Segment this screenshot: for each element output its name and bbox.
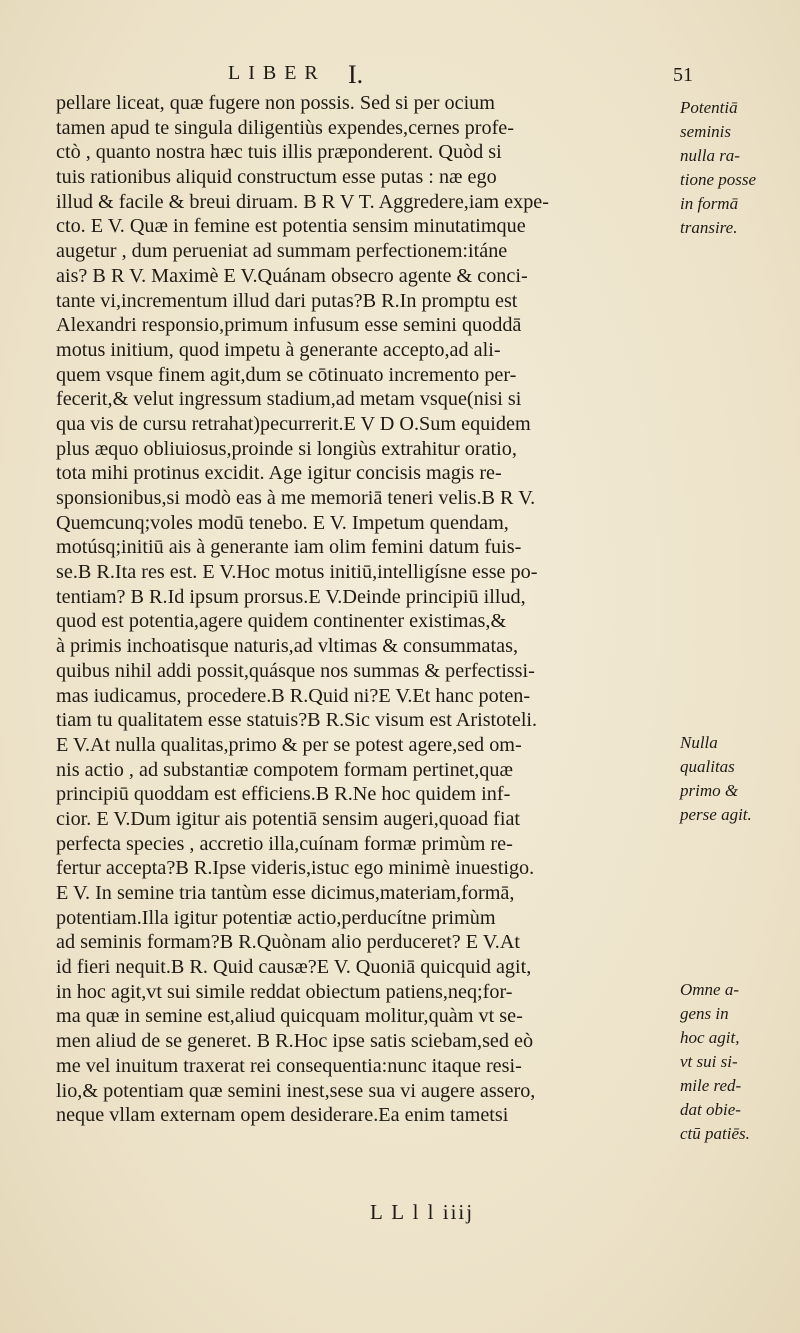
text-line: pellare liceat, quæ fugere non possis. Sed si per ocium: [56, 92, 495, 114]
text-line: tuis rationibus aliquid constructum esse putas : næ ego: [56, 166, 497, 189]
text-line: me vel inuitum traxerat rei consequentia:nunc itaque resi-: [56, 1054, 522, 1077]
text-line: motúsq;initiū ais à generante iam olim femini datum fuis-: [56, 536, 522, 559]
margin-note: ctū patiēs.: [680, 1124, 750, 1143]
margin-note: mile red-: [680, 1076, 742, 1095]
text-line: fertur accepta?B R.Ipse videris,istuc ego minimè inuestigo.: [56, 857, 535, 880]
margin-note: primo &: [680, 781, 739, 800]
text-line: tota mihi protinus excidit. Age igitur concisis magis re-: [56, 462, 502, 485]
text-line: augetur , dum perueniat ad summam perfectionem:itáne: [56, 240, 508, 263]
text-line: ad seminis formam?B R.Quònam alio perduceret? E V.At: [56, 931, 521, 954]
text-line: E V. In semine tria tantùm esse dicimus,materiam,formā,: [56, 882, 515, 904]
text-line: tamen apud te singula diligentiùs expendes,cernes profe-: [56, 116, 514, 139]
margin-note: qualitas: [680, 757, 735, 776]
margin-note: hoc agit,: [680, 1028, 740, 1047]
text-line: principiū quoddam est efficiens.B R.Ne hoc quidem inf-: [56, 783, 511, 806]
text-line: cto. E V. Quæ in femine est potentia sensim minutatimque: [56, 215, 526, 238]
margin-note: nulla ra-: [680, 146, 740, 165]
text-line: ctò , quanto nostra hæc tuis illis præponderent. Quòd si: [56, 141, 502, 164]
text-line: mas iudicamus, procedere.B R.Quid ni?E V.Et hanc poten-: [56, 684, 531, 707]
text-line: in hoc agit,vt sui simile reddat obiectum patiens,neq;for-: [56, 980, 513, 1003]
text-line: à primis inchoatisque naturis,ad vltimas & consummatas,: [56, 635, 518, 658]
margin-note: perse agit.: [680, 805, 752, 824]
text-line: lio,& potentiam quæ semini inest,sese sua vi augere assero,: [56, 1079, 536, 1102]
text-line: Quemcunq;voles modū tenebo. E V. Impetum quendam,: [56, 511, 509, 534]
text-line: potentiam.Illa igitur potentiæ actio,perducítne primùm: [56, 906, 496, 929]
text-line: perfecta species , accretio illa,cuínam formæ primùm re-: [56, 832, 513, 855]
margin-note: transire.: [680, 218, 738, 237]
margin-note: Nulla: [680, 733, 718, 752]
margin-note: gens in: [680, 1004, 729, 1023]
text-line: motus initium, quod impetu à generante accepto,ad ali-: [56, 338, 501, 361]
margin-note: vt sui si-: [680, 1052, 738, 1071]
text-line: ma quæ in semine est,aliud quicquam molitur,quàm vt se-: [56, 1005, 523, 1028]
page-number: 51: [673, 64, 693, 86]
text-line: quem vsque finem agit,dum se cōtinuato incremento per-: [56, 363, 517, 386]
text-line: quibus nihil addi possit,quásque nos summas & perfectissi-: [56, 659, 535, 682]
text-line: illud & facile & breui diruam. B R V T. Aggredere,iam expe-: [56, 190, 549, 213]
text-line: ais? B R V. Maximè E V.Quánam obsecro agente & conci-: [56, 264, 528, 287]
running-head: LIBER: [228, 62, 326, 84]
text-line: cior. E V.Dum igitur ais potentiā sensim augeri,quoad fiat: [56, 807, 521, 830]
signature-mark: L L l l iiij: [370, 1200, 475, 1224]
margin-note: tione posse: [680, 170, 757, 189]
text-line: qua vis de cursu retrahat)pecurrerit.E V D O.Sum equidem: [56, 412, 531, 435]
text-line: se.B R.Ita res est. E V.Hoc motus initiū,intelligísne esse po-: [56, 561, 538, 584]
text-line: men aliud de se generet. B R.Hoc ipse satis sciebam,sed eò: [56, 1030, 534, 1053]
text-line: neque vllam externam opem desiderare.Ea enim tametsi: [56, 1104, 509, 1127]
text-line: fecerit,& velut ingressum stadium,ad metam vsque(nisi si: [56, 388, 522, 411]
text-line: sponsionibus,si modò eas à me memoriā teneri velis.B R V.: [56, 487, 536, 509]
text-line: tante vi,incrementum illud dari putas?B R.In promptu est: [56, 289, 518, 312]
margin-note: Potentiā: [680, 98, 738, 117]
book-number: I.: [348, 60, 364, 89]
margin-note: dat obie-: [680, 1100, 741, 1119]
page-header: [0, 62, 800, 92]
text-line: Alexandri responsio,primum infusum esse semini quoddā: [56, 314, 522, 337]
text-line: id fieri nequit.B R. Quid causæ?E V. Quoniā quicquid agit,: [56, 956, 532, 979]
text-line: tiam tu qualitatem esse statuis?B R.Sic visum est Aristoteli.: [56, 709, 538, 732]
text-line: plus æquo obliuiosus,proinde si longiùs extrahitur oratio,: [56, 437, 517, 460]
text-line: nis actio , ad substantiæ compotem formam pertinet,quæ: [56, 758, 513, 781]
text-line: E V.At nulla qualitas,primo & per se potest agere,sed om-: [56, 733, 522, 756]
text-line: quod est potentia,agere quidem continenter existimas,&: [56, 610, 507, 633]
main-text: [56, 91, 676, 1128]
margin-note: Omne a-: [680, 980, 740, 999]
margin-note: in formā: [680, 194, 739, 213]
text-line: tentiam? B R.Id ipsum prorsus.E V.Deinde principiū illud,: [56, 585, 526, 608]
margin-note: seminis: [680, 122, 731, 141]
